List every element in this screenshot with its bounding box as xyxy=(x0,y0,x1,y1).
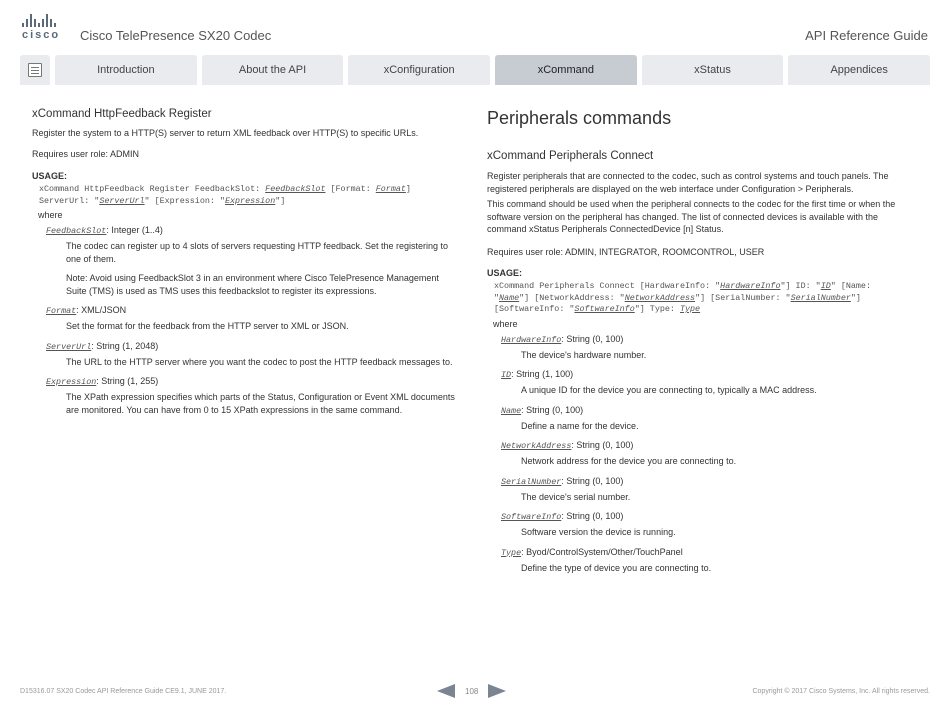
command-title: xCommand HttpFeedback Register xyxy=(32,108,212,120)
param-type: : String (1, 100) xyxy=(511,369,574,379)
cisco-logo[interactable] xyxy=(22,14,64,42)
param-feedbackslot xyxy=(46,224,460,297)
section-title: Peripherals commands xyxy=(487,108,672,128)
page-number: 108 xyxy=(465,686,479,696)
code-text: "] [NetworkAddress: " xyxy=(519,292,625,303)
code-var: ID xyxy=(820,281,831,291)
param-name: Name xyxy=(501,405,522,416)
code-text: "] [SerialNumber: " xyxy=(695,292,791,303)
code-text: "] xyxy=(850,292,861,303)
param-desc: Network address for the device you are connecting to. xyxy=(521,456,737,466)
param-type: : String (0, 100) xyxy=(561,333,624,344)
cisco-bars-icon xyxy=(22,14,64,27)
where-label: where xyxy=(38,210,63,220)
usage-code-line xyxy=(494,293,917,305)
usage-label: USAGE: xyxy=(487,268,523,278)
param-type: : Byod/ControlSystem/Other/TouchPanel xyxy=(521,546,683,557)
param-desc: The device's hardware number. xyxy=(521,349,647,360)
usage-code-line xyxy=(39,184,460,196)
code-text: [SoftwareInfo: " xyxy=(494,304,575,314)
code-var: FeedbackSlot xyxy=(265,184,326,194)
param-type: : XML/JSON xyxy=(76,305,127,315)
param-desc: The XPath expression specifies which parts of the Status, Configuration or Event XML documents are monitored. You can have from 0 to 15 XPath expressions in the same command. xyxy=(66,392,455,415)
param-name: SerialNumber xyxy=(501,476,562,487)
code-text: xCommand Peripherals Connect [HardwareInfo: " xyxy=(494,281,721,291)
tab-appendices[interactable]: Appendices xyxy=(788,55,930,85)
tab-about-the-api[interactable]: About the API xyxy=(202,55,344,85)
code-var: SerialNumber xyxy=(790,292,851,303)
code-text: " [Expression: " xyxy=(144,195,225,206)
code-var: NetworkAddress xyxy=(624,292,696,303)
param-id xyxy=(501,368,917,397)
user-role: Requires user role: ADMIN xyxy=(32,148,140,159)
code-text: " xyxy=(494,292,500,303)
param-type: : String (1, 255) xyxy=(96,376,159,386)
param-desc: Set the format for the feedback from the HTTP server to XML or JSON. xyxy=(66,321,349,331)
param-desc: A unique ID for the device you are connecting to, typically a MAC address. xyxy=(521,385,817,395)
code-text: xCommand HttpFeedback Register FeedbackSlot: xyxy=(39,184,266,194)
usage-code-line xyxy=(494,304,917,316)
param-name: ID xyxy=(501,370,512,380)
param-expression xyxy=(46,375,460,416)
code-var: Format xyxy=(375,184,406,194)
param-hardwareinfo xyxy=(501,333,917,362)
next-page-icon[interactable] xyxy=(488,684,506,698)
httpfeedback-register-section xyxy=(32,108,460,423)
guide-title: API Reference Guide xyxy=(805,28,928,43)
param-name: Type xyxy=(501,547,522,558)
code-var: Type xyxy=(679,304,701,314)
code-text: "] xyxy=(275,195,286,206)
usage-label: USAGE: xyxy=(32,171,68,181)
tab-xconfiguration[interactable]: xConfiguration xyxy=(348,55,490,85)
previous-page-icon[interactable] xyxy=(437,684,455,698)
param-serialnumber xyxy=(501,475,917,504)
param-name: ServerUrl xyxy=(46,341,92,352)
param-type: : String (0, 100) xyxy=(561,475,624,486)
param-name-field xyxy=(501,404,917,433)
command-description: Register the system to a HTTP(S) server to return XML feedback over HTTP(S) to specific URLs. xyxy=(32,128,419,138)
pager xyxy=(437,684,506,698)
code-text: ServerUrl: " xyxy=(39,195,100,206)
param-name: SoftwareInfo xyxy=(501,512,562,522)
usage-code xyxy=(494,281,917,316)
section-nav xyxy=(20,55,930,85)
command-description: This command should be used when the peripheral connects to the codec for the first time or when the software version on the peripheral has changed. The list of connected devices is available with the command xStatus Peripherals ConnectedDevice [n] Status. xyxy=(487,199,896,234)
code-var: ServerUrl xyxy=(99,195,145,206)
param-format xyxy=(46,304,460,333)
page-header xyxy=(0,0,950,50)
tab-xcommand[interactable]: xCommand xyxy=(495,55,637,85)
code-var: HardwareInfo xyxy=(720,281,781,291)
tab-xstatus[interactable]: xStatus xyxy=(642,55,784,85)
param-name: Format xyxy=(46,306,77,316)
param-desc: The URL to the HTTP server where you want the codec to post the HTTP feedback messages to. xyxy=(66,356,453,367)
usage-code xyxy=(39,184,460,207)
param-name: NetworkAddress xyxy=(501,441,572,451)
param-desc: The device's serial number. xyxy=(521,491,631,502)
code-text: [Format: xyxy=(325,184,376,194)
param-serverurl xyxy=(46,340,460,369)
param-type: : String (0, 100) xyxy=(521,404,584,415)
param-desc: Define the type of device you are connecting to. xyxy=(521,562,712,573)
code-var: Name xyxy=(499,292,520,303)
command-description: Register peripherals that are connected to the codec, such as control systems and touch panels. The registered peripherals are displayed on the web interface under Configuration > Peripherals. xyxy=(487,171,889,194)
code-text: "] Type: xyxy=(634,304,680,314)
param-networkaddress xyxy=(501,439,917,468)
param-desc: Define a name for the device. xyxy=(521,420,639,431)
peripherals-commands-section xyxy=(487,108,917,581)
code-var: SoftwareInfo xyxy=(574,304,635,314)
user-role: Requires user role: ADMIN, INTEGRATOR, ROOMCONTROL, USER xyxy=(487,246,765,257)
command-title: xCommand Peripherals Connect xyxy=(487,150,654,162)
param-type: : String (0, 100) xyxy=(571,440,634,450)
code-text: " [Name: xyxy=(830,281,871,291)
cisco-wordmark: cisco xyxy=(22,29,61,41)
param-type: : String (0, 100) xyxy=(561,511,624,521)
param-desc: The codec can register up to 4 slots of servers requesting HTTP feedback. Set the registering to one of them. xyxy=(66,241,449,264)
footer-doc-id: D15316.07 SX20 Codec API Reference Guide CE9.1, JUNE 2017. xyxy=(20,688,227,695)
where-label: where xyxy=(493,318,518,329)
param-desc: Software version the device is running. xyxy=(521,527,676,537)
footer-copyright: Copyright © 2017 Cisco Systems, Inc. All rights reserved. xyxy=(752,688,930,695)
param-softwareinfo xyxy=(501,510,917,539)
product-title: Cisco TelePresence SX20 Codec xyxy=(80,28,272,43)
usage-code-line xyxy=(494,281,917,293)
param-type: : Integer (1..4) xyxy=(106,225,163,235)
code-text: "] ID: " xyxy=(780,281,821,291)
param-note: Note: Avoid using FeedbackSlot 3 in an environment where Cisco TelePresence Management Suite (TMS) is used as TMS uses this feedbackslot to register its expressions. xyxy=(66,273,439,296)
menu-icon xyxy=(28,63,42,77)
usage-code-line xyxy=(39,196,460,208)
code-var: Expression xyxy=(224,195,276,206)
menu-button[interactable] xyxy=(20,55,50,85)
param-name: Expression xyxy=(46,377,97,387)
param-type: : String (1, 2048) xyxy=(91,340,159,351)
param-name: HardwareInfo xyxy=(501,334,562,345)
param-name: FeedbackSlot xyxy=(46,226,107,236)
code-text: ] xyxy=(405,184,411,194)
param-type xyxy=(501,546,917,575)
tab-introduction[interactable]: Introduction xyxy=(55,55,197,85)
